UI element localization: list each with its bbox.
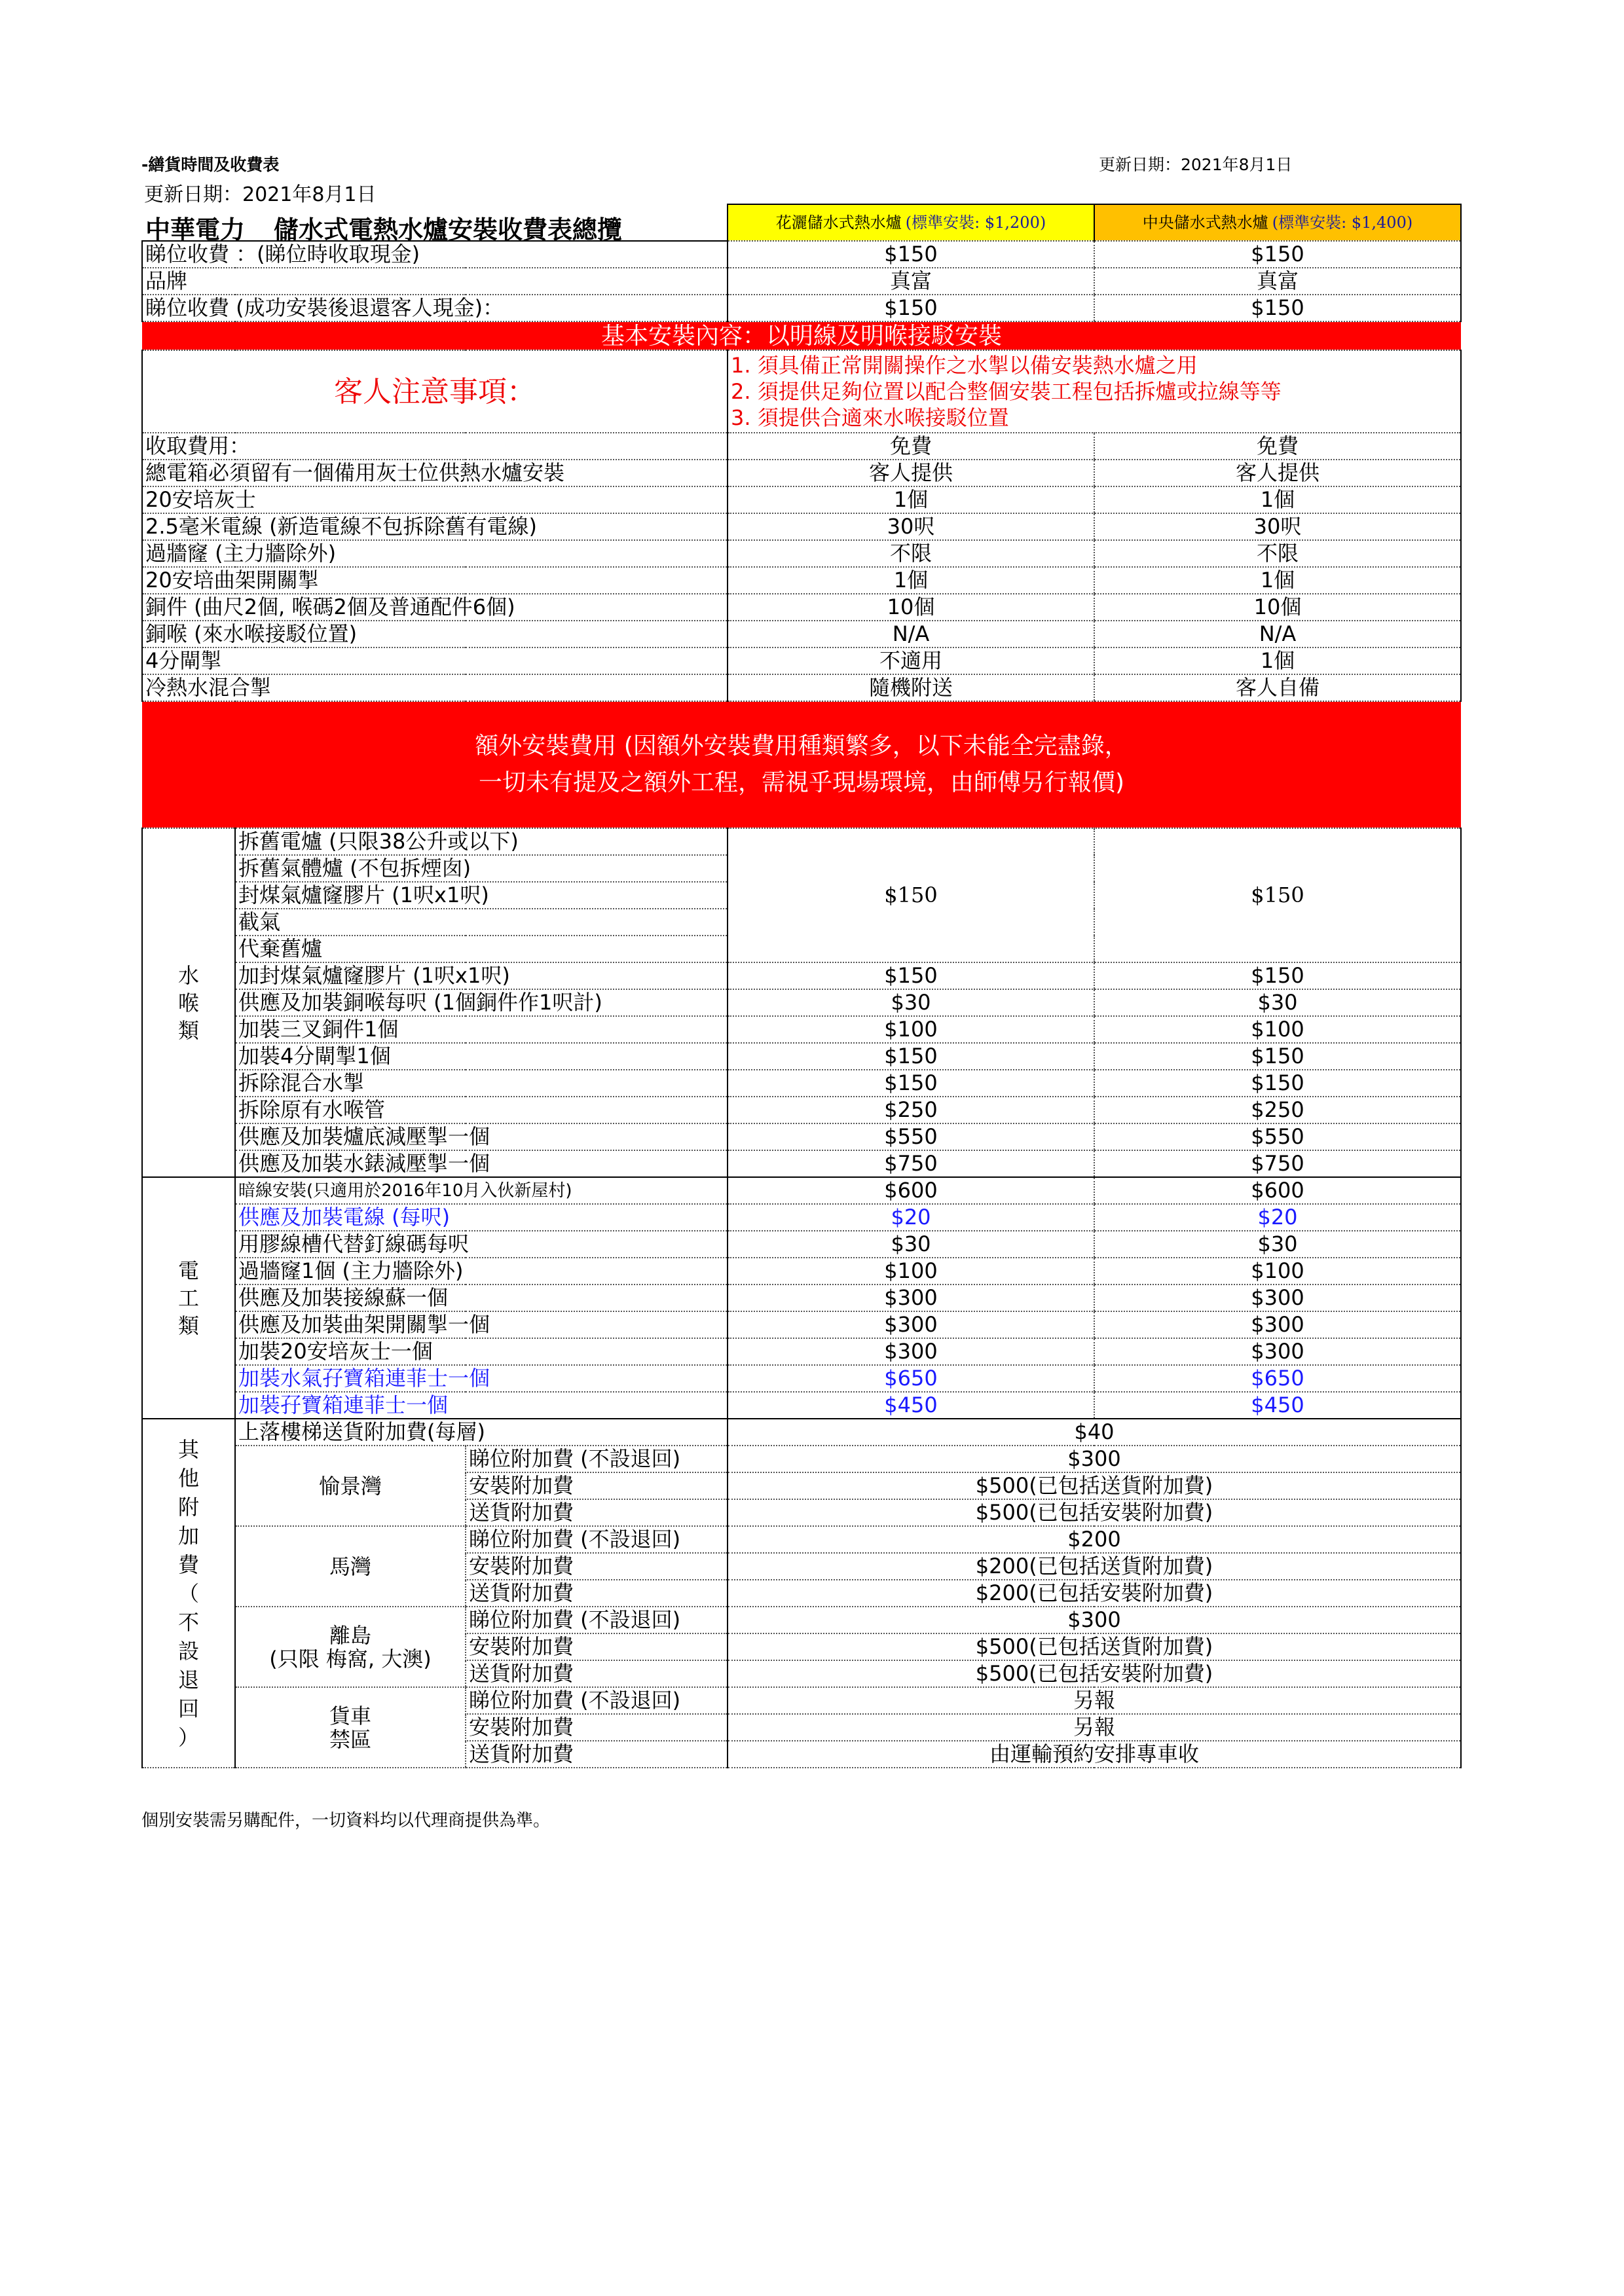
- column-header-1: [1094, 204, 1461, 241]
- value-col1: $600: [728, 1177, 1094, 1204]
- value-col1: 1個: [728, 567, 1094, 594]
- row-label: 供應及加裝接線蘇一個: [235, 1285, 728, 1311]
- value-col2: 真富: [1094, 268, 1461, 295]
- extra-banner-row: [142, 701, 1461, 828]
- column-name: 花灑儲水式熱水爐: [775, 213, 902, 232]
- row-label: 拆除混合水掣: [235, 1070, 728, 1097]
- other-area-row: [142, 1687, 1461, 1714]
- water-row: [142, 1070, 1461, 1097]
- page-title: 儲水式電熱水爐安裝收費表總攬: [274, 215, 623, 244]
- value-col1: $30: [728, 1231, 1094, 1258]
- row-label: 暗線安裝(只適用於2016年10月入伙新屋村): [235, 1177, 728, 1204]
- row-label: 睇位收費 (成功安裝後退還客人現金)：: [142, 295, 728, 321]
- row-label: 供應及加裝銅喉每呎 (1個銅件作1呎計): [235, 989, 728, 1016]
- row-label: 供應及加裝電線 (每呎): [235, 1204, 728, 1231]
- value-col1: N/A: [728, 621, 1094, 647]
- included-row: [142, 460, 1461, 486]
- row-label: 上落樓梯送貨附加費(每層): [235, 1419, 728, 1446]
- row-label: 銅件 (曲尺2個, 喉碼2個及普通配件6個): [142, 594, 728, 621]
- notice-item: 1. 須具備正常開關操作之水掣以備安裝熱水爐之用: [731, 353, 1198, 378]
- value-col1: $150: [728, 295, 1094, 321]
- row-label: 送貨附加費: [466, 1499, 728, 1526]
- row-label: 安裝附加費: [466, 1714, 728, 1741]
- row-label: 4分閘掣: [142, 647, 728, 674]
- row-value: $500(已包括送貨附加費): [728, 1472, 1461, 1499]
- electric-row: [142, 1285, 1461, 1311]
- included-row: [142, 621, 1461, 647]
- value-col1: $20: [728, 1204, 1094, 1231]
- company-name: 中華電力: [145, 215, 246, 244]
- water-row: [142, 1150, 1461, 1177]
- other-area-row: [142, 1446, 1461, 1472]
- row-value: $200: [728, 1526, 1461, 1553]
- value-col2: $100: [1094, 1258, 1461, 1285]
- header-row: [142, 204, 1461, 241]
- value-col2: $450: [1094, 1392, 1461, 1419]
- row-value: $300: [728, 1607, 1461, 1633]
- area-name: 離島 (只限 梅窩, 大澳): [235, 1607, 466, 1687]
- row-label: 銅喉 (來水喉接駁位置): [142, 621, 728, 647]
- basic-row: [142, 295, 1461, 321]
- value-col1: 不適用: [728, 647, 1094, 674]
- row-value: $300: [728, 1446, 1461, 1472]
- update-date: 更新日期：2021年8月1日: [144, 183, 377, 206]
- electric-row: [142, 1231, 1461, 1258]
- row-label: 送貨附加費: [466, 1741, 728, 1768]
- row-value: $500(已包括安裝附加費): [728, 1499, 1461, 1526]
- row-label: 加裝三叉銅件1個: [235, 1016, 728, 1043]
- footer-note: 個別安裝需另購配件，一切資料均以代理商提供為準。: [141, 1811, 551, 1831]
- column-standard-price: (標準安裝: $1,400): [1272, 213, 1413, 232]
- row-label: 拆舊電爐 (只限38公升或以下): [235, 828, 728, 855]
- row-label: 20安培灰士: [142, 486, 728, 513]
- value-col2: 1個: [1094, 486, 1461, 513]
- row-label: 安裝附加費: [466, 1633, 728, 1660]
- water-row: [142, 962, 1461, 989]
- value-col2: $150: [1094, 1043, 1461, 1070]
- row-label: 總電箱必須留有一個備用灰士位供熱水爐安裝: [142, 460, 728, 486]
- value-col2: 客人自備: [1094, 674, 1461, 701]
- value-col1: $150: [728, 962, 1094, 989]
- extra-fee-banner: [142, 701, 1461, 828]
- row-label: 供應及加裝爐底減壓掣一個: [235, 1123, 728, 1150]
- value-col1: $100: [728, 1258, 1094, 1285]
- value-col2: 客人提供: [1094, 460, 1461, 486]
- row-label: 安裝附加費: [466, 1553, 728, 1580]
- included-row: [142, 674, 1461, 701]
- column-header-0: [728, 204, 1094, 241]
- extra-banner-line: 一切未有提及之額外工程，需視乎現場環境，由師傅另行報價): [478, 769, 1125, 796]
- value-col2: $300: [1094, 1311, 1461, 1338]
- value-col1: $150: [728, 1043, 1094, 1070]
- value-col1: $150: [728, 241, 1094, 268]
- other-top-row: [142, 1419, 1461, 1446]
- included-row: [142, 647, 1461, 674]
- row-label: 供應及加裝曲架開關掣一個: [235, 1311, 728, 1338]
- row-label: 加封煤氣爐窿膠片 (1呎x1呎): [235, 962, 728, 989]
- basic-banner: 基本安裝內容：以明線及明喉接駁安裝: [142, 321, 1461, 350]
- column-name: 中央儲水式熱水爐: [1142, 213, 1268, 232]
- water-group-row: [142, 828, 1461, 855]
- notice-items: [728, 350, 1461, 433]
- water-row: [142, 1123, 1461, 1150]
- row-label: 送貨附加費: [466, 1660, 728, 1687]
- row-label: 封煤氣爐窿膠片 (1呎x1呎): [235, 882, 728, 909]
- water-row: [142, 1043, 1461, 1070]
- row-value: $200(已包括送貨附加費): [728, 1553, 1461, 1580]
- electric-row: [142, 1311, 1461, 1338]
- included-row: [142, 433, 1461, 460]
- row-label: 睇位收費 ：(睇位時收取現金): [142, 241, 728, 268]
- other-area-row: [142, 1526, 1461, 1553]
- value-col2: $150: [1094, 1070, 1461, 1097]
- electric-row: [142, 1177, 1461, 1204]
- row-label: 代棄舊爐: [235, 936, 728, 962]
- value-col1: 1個: [728, 486, 1094, 513]
- row-label: 加裝4分閘掣1個: [235, 1043, 728, 1070]
- row-value: $200(已包括安裝附加費): [728, 1580, 1461, 1607]
- row-label: 品牌: [142, 268, 728, 295]
- value-col1: $300: [728, 1338, 1094, 1365]
- row-label: 拆除原有水喉管: [235, 1097, 728, 1123]
- row-label: 冷熱水混合掣: [142, 674, 728, 701]
- other-area-row: [142, 1607, 1461, 1633]
- included-row: [142, 594, 1461, 621]
- basic-row: [142, 241, 1461, 268]
- value-col2: $150: [1094, 962, 1461, 989]
- basic-row: [142, 268, 1461, 295]
- notice-row: [142, 350, 1461, 433]
- row-label: 收取費用：: [142, 433, 728, 460]
- value-col2: $250: [1094, 1097, 1461, 1123]
- row-label: 供應及加裝水錶減壓掣一個: [235, 1150, 728, 1177]
- water-row: [142, 1016, 1461, 1043]
- row-label: 睇位附加費 (不設退回): [466, 1446, 728, 1472]
- header-left-label: -繕貨時間及收費表: [141, 155, 280, 174]
- value-col2: N/A: [1094, 621, 1461, 647]
- value-col1: 客人提供: [728, 460, 1094, 486]
- row-label: 送貨附加費: [466, 1580, 728, 1607]
- value-col2: 30呎: [1094, 513, 1461, 540]
- category-electric: 電 工 類: [142, 1177, 235, 1419]
- value-col1: $550: [728, 1123, 1094, 1150]
- value-col2: 10個: [1094, 594, 1461, 621]
- value-col1: $150: [728, 1070, 1094, 1097]
- value-col1: 隨機附送: [728, 674, 1094, 701]
- row-label: 睇位附加費 (不設退回): [466, 1526, 728, 1553]
- row-value: $40: [728, 1419, 1461, 1446]
- value-col1: 不限: [728, 540, 1094, 567]
- value-col1: $100: [728, 1016, 1094, 1043]
- row-label: 過牆窿 (主力牆除外): [142, 540, 728, 567]
- value-col1: $300: [728, 1311, 1094, 1338]
- water-row: [142, 989, 1461, 1016]
- electric-row: [142, 1365, 1461, 1392]
- row-label: 加裝水氣孖寶箱連菲士一個: [235, 1365, 728, 1392]
- electric-row: [142, 1258, 1461, 1285]
- included-row: [142, 486, 1461, 513]
- value-col2: $150: [1094, 295, 1461, 321]
- value-col1: $450: [728, 1392, 1094, 1419]
- header-spacer: [142, 204, 728, 241]
- area-name: 馬灣: [235, 1526, 466, 1607]
- value-col2: $600: [1094, 1177, 1461, 1204]
- row-label: 睇位附加費 (不設退回): [466, 1607, 728, 1633]
- value-col1: $30: [728, 989, 1094, 1016]
- row-label: 截氣: [235, 909, 728, 936]
- group-value-col2: $150: [1094, 828, 1461, 962]
- basic-banner-row: [142, 321, 1461, 350]
- row-value: 另報: [728, 1714, 1461, 1741]
- included-row: [142, 567, 1461, 594]
- category-other: 其 他 附 加 費 （ 不 設 退 回 ）: [142, 1419, 235, 1768]
- area-name: 愉景灣: [235, 1446, 466, 1526]
- row-value: $500(已包括送貨附加費): [728, 1633, 1461, 1660]
- electric-row: [142, 1392, 1461, 1419]
- extra-banner-line: 額外安裝費用 (因額外安裝費用種類繁多，以下未能全完盡錄，: [475, 733, 1128, 759]
- value-col2: $300: [1094, 1338, 1461, 1365]
- value-col2: $30: [1094, 989, 1461, 1016]
- value-col1: $650: [728, 1365, 1094, 1392]
- electric-row: [142, 1204, 1461, 1231]
- notice-item: 3. 須提供合適來水喉接駁位置: [731, 405, 1009, 430]
- value-col2: $750: [1094, 1150, 1461, 1177]
- included-row: [142, 540, 1461, 567]
- value-col1: $300: [728, 1285, 1094, 1311]
- value-col1: $250: [728, 1097, 1094, 1123]
- row-value: $500(已包括安裝附加費): [728, 1660, 1461, 1687]
- electric-row: [142, 1338, 1461, 1365]
- value-col1: 免費: [728, 433, 1094, 460]
- row-value: 由運輸預約安排專車收: [728, 1741, 1461, 1768]
- group-value-col1: $150: [728, 828, 1094, 962]
- value-col2: $20: [1094, 1204, 1461, 1231]
- row-label: 加裝孖寶箱連菲士一個: [235, 1392, 728, 1419]
- value-col2: 1個: [1094, 567, 1461, 594]
- value-col2: 1個: [1094, 647, 1461, 674]
- row-label: 加裝20安培灰士一個: [235, 1338, 728, 1365]
- fee-table: [141, 204, 1462, 1768]
- category-water: 水 喉 類: [142, 828, 235, 1177]
- value-col2: $150: [1094, 241, 1461, 268]
- notice-item: 2. 須提供足夠位置以配合整個安裝工程包括拆爐或拉線等等: [731, 379, 1282, 404]
- value-col1: $750: [728, 1150, 1094, 1177]
- notice-title: 客人注意事項：: [142, 350, 728, 433]
- value-col2: $550: [1094, 1123, 1461, 1150]
- row-label: 用膠線槽代替釘線碼每呎: [235, 1231, 728, 1258]
- row-label: 過牆窿1個 (主力牆除外): [235, 1258, 728, 1285]
- row-label: 安裝附加費: [466, 1472, 728, 1499]
- value-col1: 10個: [728, 594, 1094, 621]
- row-label: 睇位附加費 (不設退回): [466, 1687, 728, 1714]
- row-label: 20安培曲架開關掣: [142, 567, 728, 594]
- value-col2: $30: [1094, 1231, 1461, 1258]
- header-update-date-right: 更新日期：2021年8月1日: [1099, 155, 1293, 174]
- value-col2: 免費: [1094, 433, 1461, 460]
- value-col2: $100: [1094, 1016, 1461, 1043]
- value-col2: 不限: [1094, 540, 1461, 567]
- included-row: [142, 513, 1461, 540]
- value-col2: $650: [1094, 1365, 1461, 1392]
- water-row: [142, 1097, 1461, 1123]
- row-label: 2.5毫米電線 (新造電線不包拆除舊有電線): [142, 513, 728, 540]
- area-name: 貨車 禁區: [235, 1687, 466, 1768]
- row-label: 拆舊氣體爐 (不包拆煙囱): [235, 855, 728, 882]
- value-col1: 真富: [728, 268, 1094, 295]
- value-col2: $300: [1094, 1285, 1461, 1311]
- column-standard-price: (標準安裝: $1,200): [905, 213, 1046, 232]
- value-col1: 30呎: [728, 513, 1094, 540]
- row-value: 另報: [728, 1687, 1461, 1714]
